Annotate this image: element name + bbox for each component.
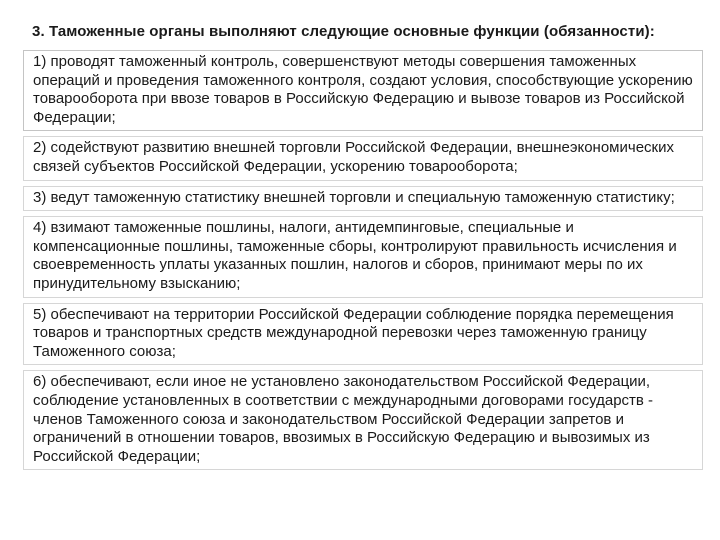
function-item-5: 5) обеспечивают на территории Российской Федерации соблюдение порядка перемещения товаров и транспортных средств международной перевозки через таможенную границу Таможенного союза; bbox=[23, 303, 703, 366]
slide-content bbox=[23, 16, 703, 475]
function-item-2: 2) содействуют развитию внешней торговли Российской Федерации, внешнеэкономических связей субъектов Российской Федерации, ускорению товарооборота; bbox=[23, 136, 703, 180]
slide-heading: 3. Таможенные органы выполняют следующие основные функции (обязанности): bbox=[32, 23, 655, 40]
function-item-4: 4) взимают таможенные пошлины, налоги, антидемпинговые, специальные и компенсационные пошлины, таможенные сборы, контролируют правильность исчисления и своевременность уплаты указанных пошлин, налогов и сборов, принимают меры по их принудительному взысканию; bbox=[23, 216, 703, 297]
function-item-6: 6) обеспечивают, если иное не установлено законодательством Российской Федерации, соблюдение установленных в соответствии с международными договорами государств - членов Таможенного союза и законодательством Российской Федерации запретов и ограничений в отношении товаров, ввозимых в Российскую Федерацию и вывозимых из Российской Федерации; bbox=[23, 370, 703, 470]
function-item-1: 1) проводят таможенный контроль, совершенствуют методы совершения таможенных операций и проведения таможенного контроля, создают условия, способствующие ускорению товарооборота при ввозе товаров в Российскую Федерацию и вывозе товаров из Российской Федерации; bbox=[23, 50, 703, 131]
function-item-3: 3) ведут таможенную статистику внешней торговли и специальную таможенную статистику; bbox=[23, 186, 703, 212]
